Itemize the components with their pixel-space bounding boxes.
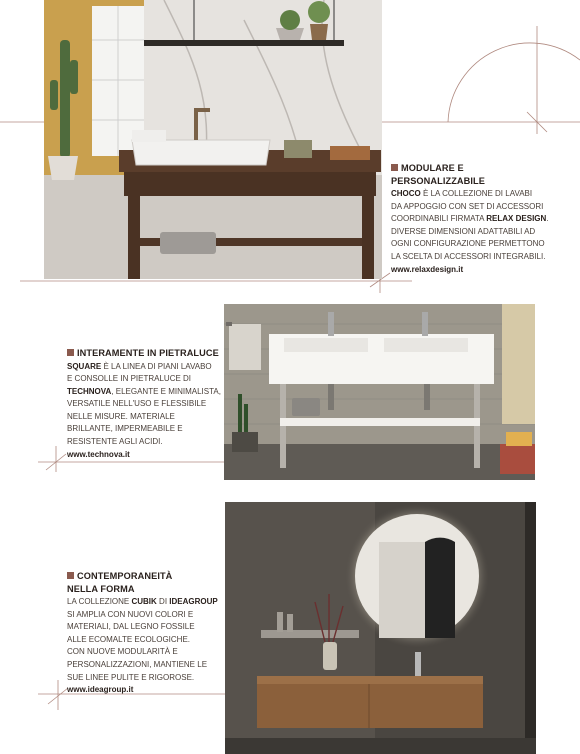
article-url[interactable]: www.ideagroup.it: [67, 685, 134, 695]
bullet-square-icon: [391, 164, 398, 171]
bullet-square-icon: [67, 349, 74, 356]
article-body: CHOCO È LA COLLEZIONE DI LAVABI DA APPOGGIO CON SET DI ACCESSORI COORDINABILI FIRMATA RELAX DESIGN. DIVERSE DIMENSIONI ADATTABILI AD OGNI CONFIGURAZIONE PERMETTONO LA SCELTA DI ACCESSORI INTEGRABILI.: [391, 189, 549, 261]
article-heading: INTERAMENTE IN PIETRALUCE: [67, 347, 227, 360]
photo-cubik-vanity: [225, 502, 536, 754]
photo-square-washbasin: [224, 304, 535, 480]
article-square: [67, 347, 227, 461]
bullet-square-icon: [67, 572, 74, 579]
article-body: LA COLLEZIONE CUBIK DI IDEAGROUP SI AMPLIA CON NUOVI COLORI E MATERIALI, DAL LEGNO FOSSILE ALLE ECOMALTE ECOLOGICHE. CON NUOVE MODULARITÀ E PERSONALIZZAZIONI, MANTIENE LE SUE LINEE PULITE E RIGOROSE.: [67, 597, 218, 682]
article-url[interactable]: www.relaxdesign.it: [391, 264, 464, 274]
article-heading: MODULARE E PERSONALIZZABILE: [391, 163, 485, 186]
article-body: SQUARE È LA LINEA DI PIANI LAVABO E CONSOLLE IN PIETRALUCE DI TECHNOVA, ELEGANTE E MINIMALISTA, VERSATILE NELL'USO E FLESSIBILE NELLE MISURE. MATERIALE BRILLANTE, IMPERMEABILE E RESISTENTE AGLI ACIDI.: [67, 361, 221, 447]
photo-choco-washbasin: [44, 0, 382, 279]
article-heading: CONTEMPORANEITÀ NELLA FORMA: [67, 571, 173, 594]
article-cubik: [67, 570, 232, 696]
article-url[interactable]: www.technova.it: [67, 449, 130, 459]
article-choco: [391, 162, 576, 276]
